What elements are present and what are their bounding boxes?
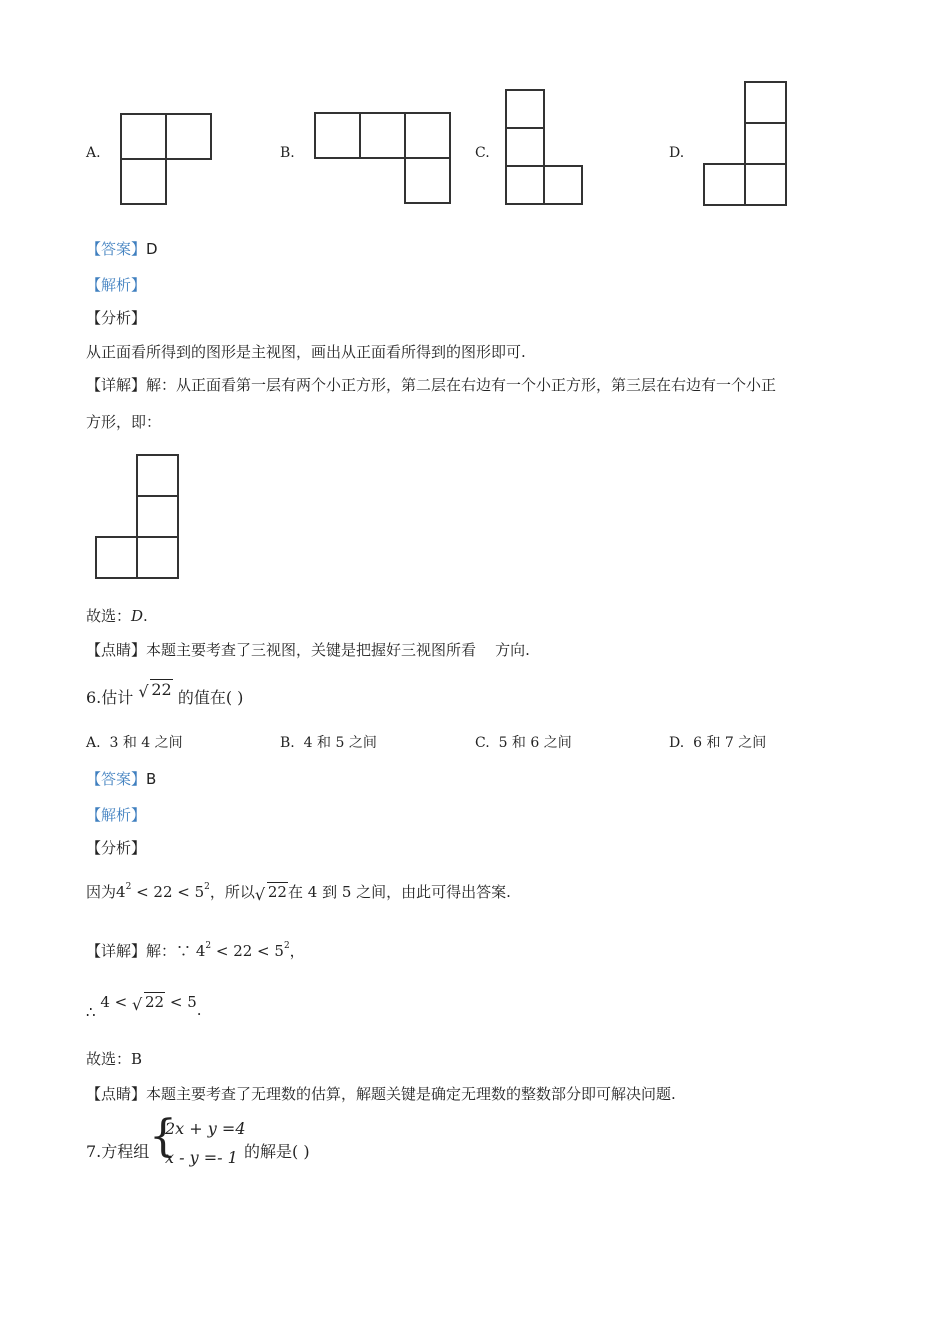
q5-detail-line1: 【详解】解：从正面看第一层有两个小正方形，第二层在右边有一个小正方形，第三层在右边有一个小正 xyxy=(86,376,777,394)
q7-stem: 7.方程组 xyxy=(86,1142,150,1161)
q6-choose: 故选：B xyxy=(86,1050,143,1068)
q5-fenxi-text: 从正面看所得到的图形是主视图，画出从正面看所得到的图形即可. xyxy=(86,343,526,361)
q6-option-b: B. 4 和 5 之间 xyxy=(280,735,377,751)
option-d-label: D. xyxy=(669,145,685,161)
sqrt-22: √ 22 xyxy=(132,993,165,1014)
q6-option-d: D. 6 和 7 之间 xyxy=(669,735,767,751)
q6-fenxi-tag: 【分析】 xyxy=(86,839,147,857)
inequality: $4^2 < 22 < 5^2$ xyxy=(195,941,290,960)
q6-option-c: C. 5 和 6 之间 xyxy=(475,735,572,751)
sqrt-22: √ 22 xyxy=(254,883,287,904)
option-b-label: B. xyxy=(280,145,295,161)
option-c-label: C. xyxy=(475,145,490,161)
q6-dianjing: 【点睛】本题主要考查了无理数的估算，解题关键是确定无理数的整数部分即可解决问题. xyxy=(86,1085,676,1103)
q6-option-a: A. 3 和 4 之间 xyxy=(86,735,183,751)
q6-therefore: ∴ 4 < √ 22 < 5. xyxy=(86,993,202,1021)
option-a-label: A. xyxy=(86,145,101,161)
q5-jiexi-tag: 【解析】 xyxy=(86,276,147,294)
q6-jiexi-tag: 【解析】 xyxy=(86,806,147,824)
q5-answer: 【答案】D xyxy=(86,240,158,258)
q7-suffix: 的解是( ) xyxy=(244,1142,310,1161)
q5-answer-value: D xyxy=(146,240,158,258)
q7-equation-2: x - y =- 1 xyxy=(165,1148,238,1167)
q5-fenxi-tag: 【分析】 xyxy=(86,309,147,327)
sqrt-22: √ 22 xyxy=(138,680,172,701)
q6-detail: 【详解】解：∵ $4^2 < 22 < 5^2$， xyxy=(86,941,305,960)
q6-stem: 6.估计 √ 22 的值在( ) xyxy=(86,680,244,707)
q6-answer-value: B xyxy=(146,770,157,788)
q6-fenxi-text: 因为$4^2 < 22 < 5^2$，所以 √ 22在 4 到 5 之间，由此可得出答案. xyxy=(86,882,511,904)
q6-answer: 【答案】B xyxy=(86,770,157,788)
q7-equation-1: 2x + y =4 xyxy=(165,1119,246,1138)
q5-detail-line2: 方形，即： xyxy=(86,413,162,431)
q5-dianjing: 【点睛】本题主要考查了三视图，关键是把握好三视图所看 方向. xyxy=(86,641,530,659)
q5-choose: 故选：D. xyxy=(86,607,148,625)
system-brace: { xyxy=(149,1111,177,1162)
inequality: $4^2 < 22 < 5^2$ xyxy=(116,882,210,901)
